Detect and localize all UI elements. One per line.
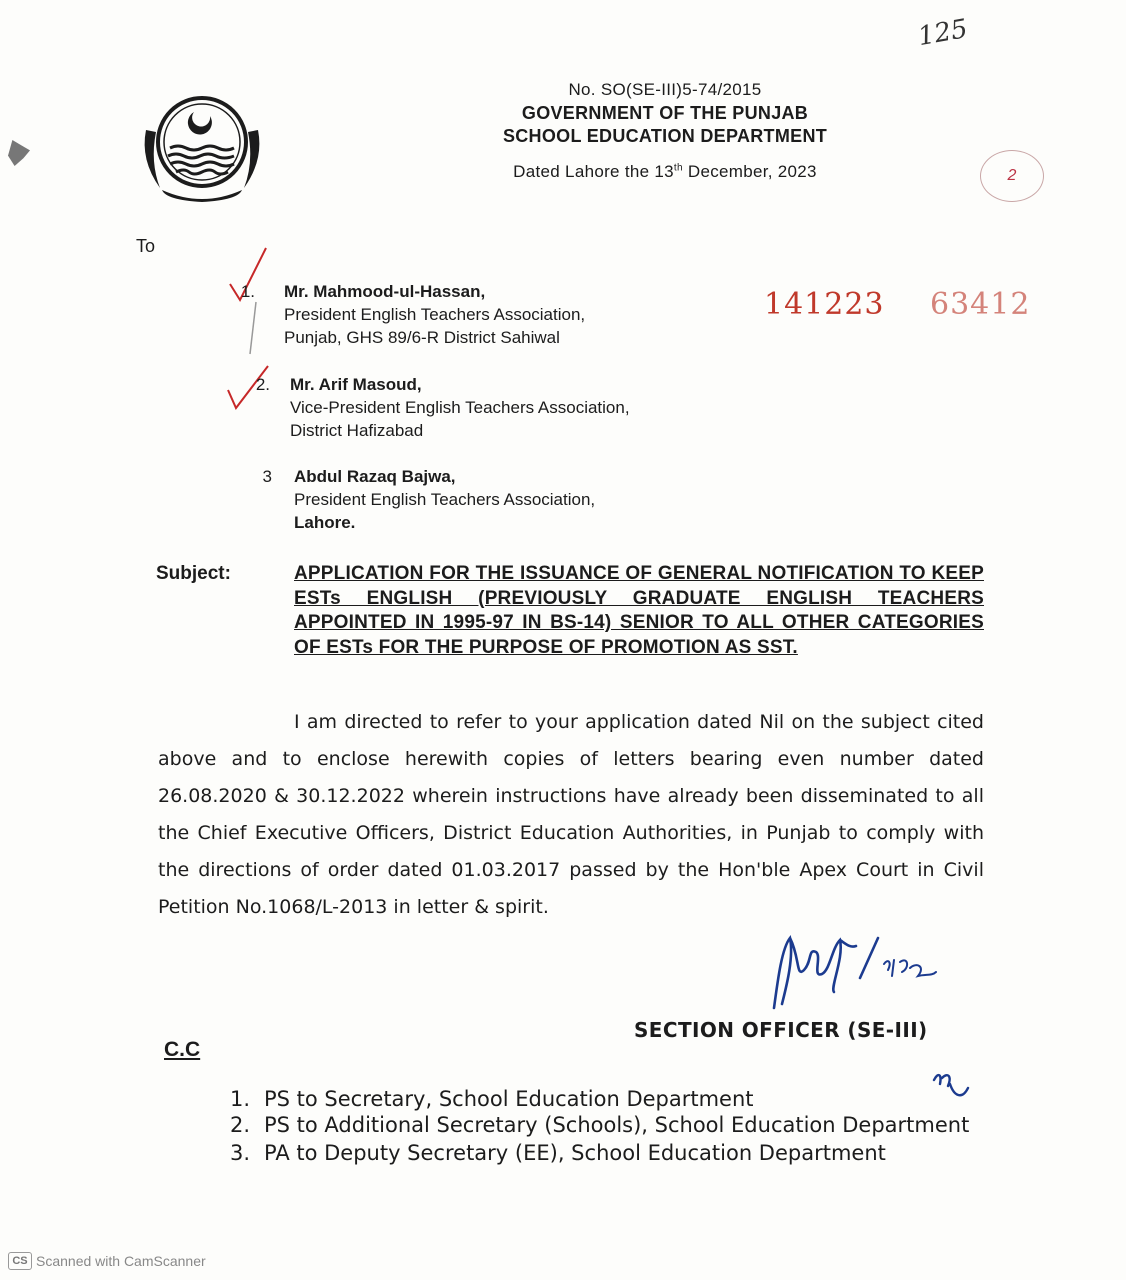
addressee-designation: President English Teachers Association, xyxy=(294,490,596,509)
to-label: To xyxy=(136,236,156,256)
list-item: 2. PS to Additional Secretary (Schools), School Education Department xyxy=(230,1113,970,1137)
government-heading: GOVERNMENT OF THE PUNJAB xyxy=(521,103,809,123)
scanner-watermark xyxy=(8,1252,206,1270)
addressee-number: 3 xyxy=(262,467,272,486)
letter-number: No. SO(SE-III)5-74/2015 xyxy=(568,80,762,99)
addressee-name: Abdul Razaq Bajwa, xyxy=(294,467,456,486)
list-item: 1. PS to Secretary, School Education Department xyxy=(230,1087,754,1111)
cc-recipient-list xyxy=(230,1086,970,1166)
tick-mark-icon xyxy=(226,244,286,364)
camscanner-logo-icon: CS xyxy=(8,1252,32,1270)
punjab-government-emblem xyxy=(136,90,272,208)
watermark-text: Scanned with CamScanner xyxy=(36,1253,206,1269)
addressee-location: Punjab, GHS 89/6-R District Sahiwal xyxy=(284,328,560,347)
scan-artifact xyxy=(8,140,30,166)
list-item: 3. PA to Deputy Secretary (EE), School Education Department xyxy=(230,1141,886,1165)
addressee-number: 2. xyxy=(255,375,270,394)
signatory-designation: SECTION OFFICER (SE-III) xyxy=(634,1018,928,1042)
addressee-location: Lahore. xyxy=(294,513,356,532)
subject-text: APPLICATION FOR THE ISSUANCE OF GENERAL NOTIFICATION TO KEEP ESTs ENGLISH (PREVIOUSLY GRADUATE ENGLISH TEACHERS APPOINTED IN 1995-97 IN BS-14) SENIOR TO ALL OTHER CATEGORIES OF ESTs FOR THE PURPOSE OF PROMOTION AS SST. xyxy=(294,563,984,658)
letter-date: Dated Lahore the 13th December, 2023 xyxy=(513,162,817,181)
officer-signature xyxy=(760,918,950,1018)
diary-stamp-circle: 2 xyxy=(980,150,1044,202)
receipt-stamp-date: 141223 xyxy=(764,287,885,322)
letter-body: I am directed to refer to your application dated Nil on the subject cited above and to enclose herewith copies of letters bearing even number dated 26.08.2020 & 30.12.2022 wherein instructions have already been disseminated to all the Chief Executive Officers, District Education Authorities, in Punjab to comply with the directions of order dated 01.03.2017 passed by the Hon'ble Apex Court in Civil Petition No.1068/L-2013 in letter & spirit. xyxy=(158,711,984,918)
file-page-number: 125 xyxy=(915,13,970,53)
addressee-name: Mr. Arif Masoud, xyxy=(290,375,422,394)
addressee-location: District Hafizabad xyxy=(290,421,424,440)
cc-label: C.C xyxy=(164,1038,201,1061)
department-heading: SCHOOL EDUCATION DEPARTMENT xyxy=(502,126,828,146)
receipt-stamp-number: 63412 xyxy=(930,287,1031,322)
subject-label: Subject: xyxy=(156,563,231,584)
addressee-name: Mr. Mahmood-ul-Hassan, xyxy=(284,282,486,301)
addressee-designation: Vice-President English Teachers Association, xyxy=(290,398,630,417)
addressee-designation: President English Teachers Association, xyxy=(284,305,586,324)
addressee-number: 1. xyxy=(240,282,255,301)
